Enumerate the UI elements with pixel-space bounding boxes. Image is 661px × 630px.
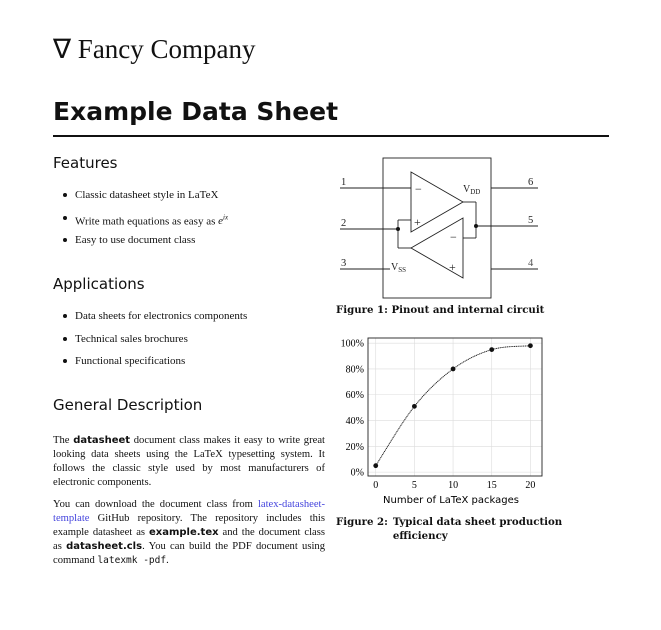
features-item: Classic datasheet style in LaTeX [62, 188, 228, 211]
title-rule [53, 135, 609, 137]
y-tick-label: 60% [345, 390, 364, 402]
y-ticks [341, 339, 364, 479]
opamp-1-plus: + [414, 215, 421, 229]
efficiency-chart [330, 330, 550, 510]
pin-5-label: 5 [528, 215, 534, 226]
features-list [62, 188, 228, 256]
applications-item: Data sheets for electronics components [62, 309, 247, 332]
pinout-diagram [330, 150, 550, 300]
features-item: Write math equations as easy as $e^{ix}$ [62, 211, 228, 234]
vdd-label: $V_{DD}$ [463, 184, 481, 196]
junction-dot [396, 227, 400, 231]
data-point [373, 463, 378, 468]
pin-6-label: 6 [528, 177, 534, 188]
description-paragraph-1: The datasheet document class makes it easy to write great looking data sheets using the LaTeX typesetting system. It follows the classic style used by most manufacturers of electronic components. [53, 435, 325, 488]
data-point [412, 404, 417, 409]
page-title: Example Data Sheet [53, 97, 339, 126]
description-paragraph-2: You can download the document class from latex-datasheet-template GitHub repository. The repository includes this example datasheet as example.tex and the document class as datasheet.cls. You can build the PDF document using command latexmk -pdf. [53, 499, 326, 566]
applications-item: Technical sales brochures [62, 332, 247, 355]
opamp-2-plus: + [449, 260, 456, 274]
pin-1-label: 1 [341, 177, 347, 188]
data-point [451, 367, 456, 372]
pin-4-label: 4 [528, 258, 534, 269]
applications-item: Functional specifications [62, 354, 247, 377]
features-item: Easy to use document class [62, 233, 228, 256]
x-axis-label: Number of LaTeX packages [383, 495, 519, 506]
opamp-1-minus: − [415, 182, 422, 196]
x-tick-label: 10 [448, 480, 459, 491]
company-name: ∇ Fancy Company [53, 34, 256, 64]
applications-heading: Applications [53, 275, 145, 293]
general-description-heading: General Description [53, 396, 203, 414]
x-tick-label: 5 [411, 480, 417, 491]
features-heading: Features [53, 154, 118, 172]
y-tick-label: 40% [345, 416, 364, 428]
opamp-2-minus: − [450, 230, 457, 244]
x-ticks [373, 480, 535, 491]
y-tick-label: 0% [350, 467, 364, 479]
y-tick-label: 80% [345, 364, 364, 376]
repository-link[interactable]: latex-datasheet-template [53, 499, 325, 524]
x-tick-label: 20 [525, 480, 536, 491]
figure-1-caption: Figure 1: Pinout and internal circuit [336, 304, 545, 316]
x-tick-label: 15 [486, 480, 497, 491]
plot-frame [368, 338, 542, 476]
pin-2-label: 2 [341, 218, 347, 229]
applications-list [62, 309, 247, 377]
pin-3-label: 3 [341, 258, 347, 269]
data-point [528, 343, 533, 348]
math-expression: $e^{ix}$ [218, 213, 229, 228]
chart-grid [368, 338, 542, 476]
x-tick-label: 0 [373, 480, 379, 491]
junction-dot [474, 224, 478, 228]
data-point [489, 347, 494, 352]
figure-2-caption: Figure 2: Typical data sheet production efficiency [336, 516, 563, 542]
vss-label: $V_{SS}$ [391, 262, 407, 274]
y-tick-label: 100% [340, 338, 364, 350]
y-tick-label: 20% [345, 441, 364, 453]
